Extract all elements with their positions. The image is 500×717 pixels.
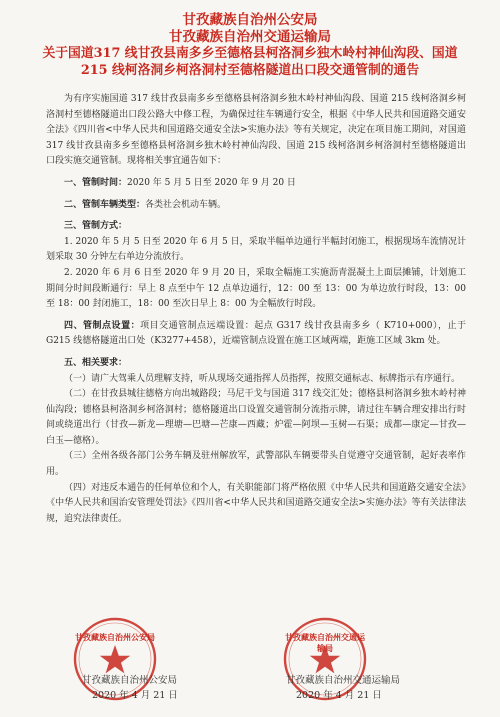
requirement-paragraph-4: （四）对违反本通告的任何单位和个人，有关职能部门将严格依照《中华人民共和国道路交通安全法》《中华人民共和国治安管理处罚法》《四川省<中华人民共和国道路交通安全法>实施办法》等有关法律法规，追究法律责任。 [46, 482, 466, 524]
signature-police-date: 2020 年 4 月 21 日 [92, 690, 178, 701]
signature-police-org: 甘孜藏族自治州公安局 [82, 675, 178, 686]
section-heading: 三、管制方式： [64, 221, 128, 232]
notice-body [46, 92, 466, 527]
section-text: 2020 年 5 月 5 日至 2020 年 9 月 20 日 [127, 177, 296, 188]
police-seal-arc-text: 甘孜藏族自治州公安局 [75, 632, 155, 642]
signature-transport-date: 2020 年 4 月 21 日 [296, 690, 382, 701]
issuer-line-2: 甘孜藏族自治州交通运输局 [169, 29, 331, 45]
requirement-paragraph-2: （二）在甘孜县城往德格方向出城路段；马尼干戈与国道 317 线交汇处；德格县柯洛洞乡独木岭村神仙沟段；德格县柯洛洞乡柯洛洞村；德格隧道出口设置交通管制分流指示牌，请过往车辆合理安排出行时间或绕道出行（甘孜—新龙—理塘—巴塘—芒康—西藏；炉霍—阿坝—玉树—石渠；成都—康定—甘孜—白玉—德格）。 [46, 389, 466, 446]
section-text: 各类社会机动车辆。 [145, 199, 227, 210]
section-control-time [46, 176, 466, 192]
section-requirements [46, 356, 466, 372]
transport-seal-arc-text: 甘孜藏族自治州交通运输局 [285, 632, 365, 653]
method-paragraph-2: 2. 2020 年 6 月 6 日至 2020 年 9 月 20 日，采取全幅施工实施沥青混凝土上面层摊铺，计划施工期间分时间段断通行：早上 8 点至中午 12 点单边通行，12：00 至 13：00 为单边放行时段，13：00 至 18：00 封闭施工，18：00 至次日早上 8：00 为全幅放行时段。 [46, 267, 466, 310]
section-heading: 五、相关要求： [64, 357, 128, 368]
method-paragraph-1: 1. 2020 年 5 月 5 日至 2020 年 6 月 5 日，采取半幅单边通行半幅封闭施工，根据现场车流情况计划采取 30 分钟左右单边分流放行。 [46, 236, 466, 263]
intro-paragraph: 为有序实施国道 317 线甘孜县南多乡至德格县柯洛洞乡独木岭村神仙沟段、国道 215 线柯洛洞乡柯洛洞村至德格隧道出口段公路大中修工程，为确保过往车辆通行安全，根据《中华人民共和国道路交通安全法》《四川省<中华人民共和国道路交通安全法>实施办法》等有关规定，决定在项目施工期间，对国道317 线甘孜县南多乡至德格县柯洛洞乡独木岭村神仙沟段、国道 215 线柯洛洞乡柯洛洞村至德格隧道出口段实施交通管制。现将相关事宜通告如下： [46, 94, 466, 167]
title-line-1: 关于国道317 线甘孜县南多乡至德格县柯洛洞乡独木岭村神仙沟段、国道 [42, 46, 458, 61]
section-heading: 四、管制点设置： [64, 320, 141, 331]
title-line-2: 215 线柯洛洞乡柯洛洞村至德格隧道出口段交通管制的通告 [80, 63, 420, 78]
section-vehicle-type [46, 198, 466, 214]
section-control-method [46, 219, 466, 235]
section-control-points [46, 319, 466, 350]
issuer-line-1: 甘孜藏族自治州公安局 [182, 12, 318, 28]
section-heading: 二、管制车辆类型： [64, 199, 146, 210]
signature-transport-org: 甘孜藏族自治州交通运输局 [286, 675, 401, 686]
requirement-paragraph-1: （一）请广大驾乘人员理解支持，听从现场交通指挥人员指挥，按照交通标志、标牌指示有序通行。 [64, 373, 461, 384]
section-text: 项目交通管制点远端设置：起点 G317 线甘孜县南多乡（ K710+000），止于 G215 线德格隧道出口处（K3277+458），近端管制点设置在施工区域两端，距施工区域 3km 处。 [46, 320, 466, 347]
section-heading: 一、管制时间： [64, 177, 128, 188]
requirement-paragraph-3: （三）全州各级各部门公务车辆及驻州解放军，武警部队车辆要带头自觉遵守交通管制，起好表率作用。 [46, 451, 466, 478]
